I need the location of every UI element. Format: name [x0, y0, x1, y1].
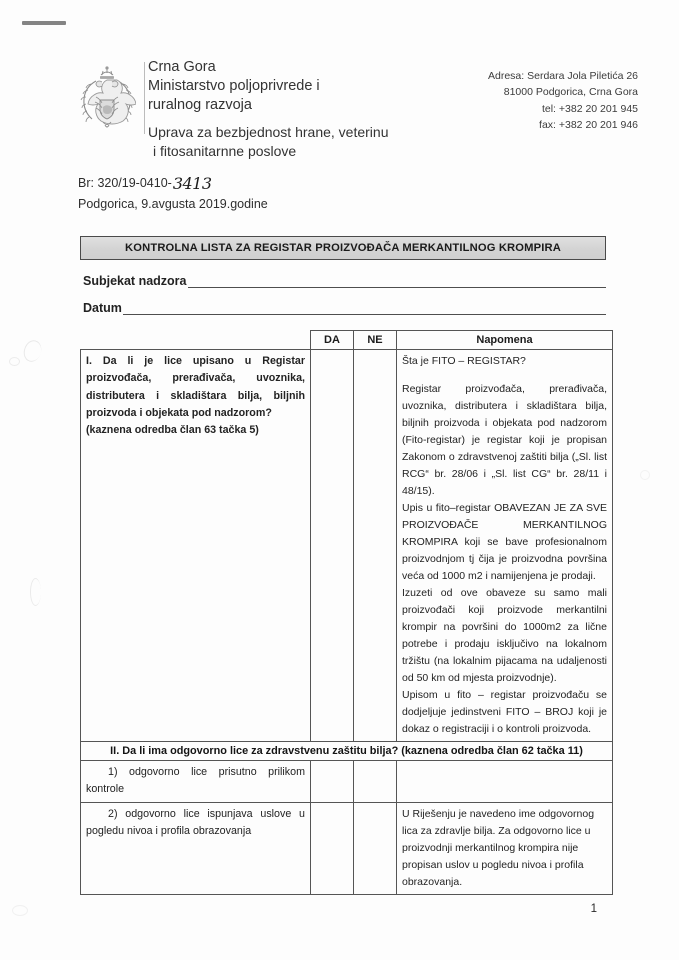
table-row — [81, 802, 613, 894]
montenegro-coat-of-arms-icon — [78, 64, 136, 138]
place-and-date: Podgorica, 9.avgusta 2019.godine — [78, 196, 268, 211]
answer-no-cell[interactable] — [354, 761, 397, 803]
page-title: KONTROLNA LISTA ZA REGISTAR PROIZVOĐAČA MERKANTILNOG KROMPIRA — [125, 242, 561, 254]
answer-yes-cell[interactable] — [311, 802, 354, 894]
column-header-question — [81, 331, 311, 350]
note-paragraph: Upisom u fito – registar proizvođaču se dodjeljuje jedinstveni FITO – BROJ koji je dokaz o registraciji i o kontroli proizvoda. — [402, 689, 607, 735]
reference-block — [78, 170, 268, 214]
note-paragraph: U Riješenju je navedeno ime odgovornog lica za zdravlje bilja. Za odgovorno lice u proizvodnji merkantilnog krompira nije propisan uslov u pogledu nivoa i profila obrazovanja. — [402, 807, 595, 888]
note-cell — [397, 350, 613, 742]
column-header-note: Napomena — [397, 331, 613, 350]
date-field-input[interactable] — [123, 302, 606, 315]
answer-yes-cell[interactable] — [311, 761, 354, 803]
page-number: 1 — [590, 903, 597, 915]
note-paragraph: Izuzeti od ove obaveze su samo mali proizvođači koji proizvode merkantilni krompir na površini do 1000m2 za lične potrebe i prodaju isključivo na lokalnom tržištu (na lokalnim pijacama na udaljenosti od 50 km od mjesta proizvodnje). — [402, 587, 607, 684]
note-cell — [397, 802, 613, 894]
reference-number-label: Br: 320/19-0410- — [78, 176, 172, 190]
scan-smudge — [21, 338, 44, 364]
section-header-row — [81, 742, 613, 761]
table-row — [81, 350, 613, 742]
note-paragraph: Šta je FITO – REGISTAR? — [402, 355, 526, 367]
question-penalty-reference: (kaznena odredba član 63 tačka 5) — [86, 424, 259, 437]
address-city: 81000 Podgorica, Crna Gora — [503, 86, 638, 99]
scan-smudge — [30, 578, 41, 606]
note-paragraph: Upis u fito–registar OBAVEZAN JE ZA SVE PROIZVOĐAČE MERKANTILNOG KROMPIRA koji se bave profesionalnom proizvodnjom tj čija je proizvodna površina veća od 1000 m2 i namijenjena je prodaji. — [402, 502, 607, 582]
subject-field-label: Subjekat nadzora — [83, 274, 187, 288]
header-divider — [144, 62, 145, 134]
scan-smudge — [9, 357, 20, 366]
contact-address-block — [418, 68, 638, 133]
ministry-name-line1: Ministarstvo poljoprivrede i — [148, 78, 320, 95]
question-cell — [81, 802, 311, 894]
section-title: II. Da li ima odgovorno lice za zdravstvenu zaštitu bilja? (kaznena odredba član 62 tačka 11) — [81, 742, 613, 761]
answer-yes-cell[interactable] — [311, 350, 354, 742]
address-fax: fax: +382 20 201 946 — [539, 118, 638, 131]
address-tel: tel: +382 20 201 945 — [541, 102, 638, 115]
reference-number-line — [78, 170, 268, 195]
table-row — [81, 761, 613, 803]
question-cell — [81, 350, 311, 742]
scan-smudge — [640, 470, 650, 480]
table-header-row — [81, 331, 613, 350]
scan-smudge — [12, 905, 28, 916]
administration-name-line1: Uprava za bezbjednost hrane, veterinu — [148, 124, 389, 141]
country-name: Crna Gora — [148, 59, 216, 75]
answer-no-cell[interactable] — [354, 802, 397, 894]
column-header-no: NE — [354, 331, 397, 350]
administration-name-line2: i fitosanitarnne poslove — [153, 142, 297, 159]
question-text: 2) odgovorno lice ispunjava uslove u pogledu nivoa i profila obrazovanja — [86, 807, 305, 837]
note-cell — [397, 761, 613, 803]
ministry-name-line2: ruralnog razvoja — [148, 97, 252, 114]
address-street: Adresa: Serdara Jola Piletića 26 — [488, 70, 638, 82]
subject-field-input[interactable] — [188, 275, 607, 288]
question-text: 1) odgovorno lice prisutno prilikom kontrole — [86, 766, 305, 796]
date-field-row — [83, 301, 606, 315]
question-text: I. Da li je lice upisano u Registar proizvođača, prerađivača, uvoznika, distributera i skladištara bilja, biljnih proizvoda i objekata pod nadzorom? — [86, 355, 305, 419]
document-title-banner — [80, 236, 606, 260]
scan-artifact-bar — [22, 21, 66, 25]
column-header-yes: DA — [311, 331, 354, 350]
subject-field-row — [83, 274, 606, 288]
answer-no-cell[interactable] — [354, 350, 397, 742]
question-cell — [81, 761, 311, 803]
checklist-table — [80, 330, 613, 895]
reference-number-handwritten: 3413 — [172, 174, 212, 193]
date-field-label: Datum — [83, 301, 122, 315]
note-paragraph: Registar proizvođača, prerađivača, uvoznika, distributera i skladištara bilja, biljnih proizvoda i objekata pod nadzorom (Fito-registar) je registar koji je propisan Zakonom o zdravstvenoj zaštiti bilja („Sl. list RCG“ br. 28/06 i „Sl. list CG“ br. 28/11 i 48/15). — [402, 383, 607, 497]
